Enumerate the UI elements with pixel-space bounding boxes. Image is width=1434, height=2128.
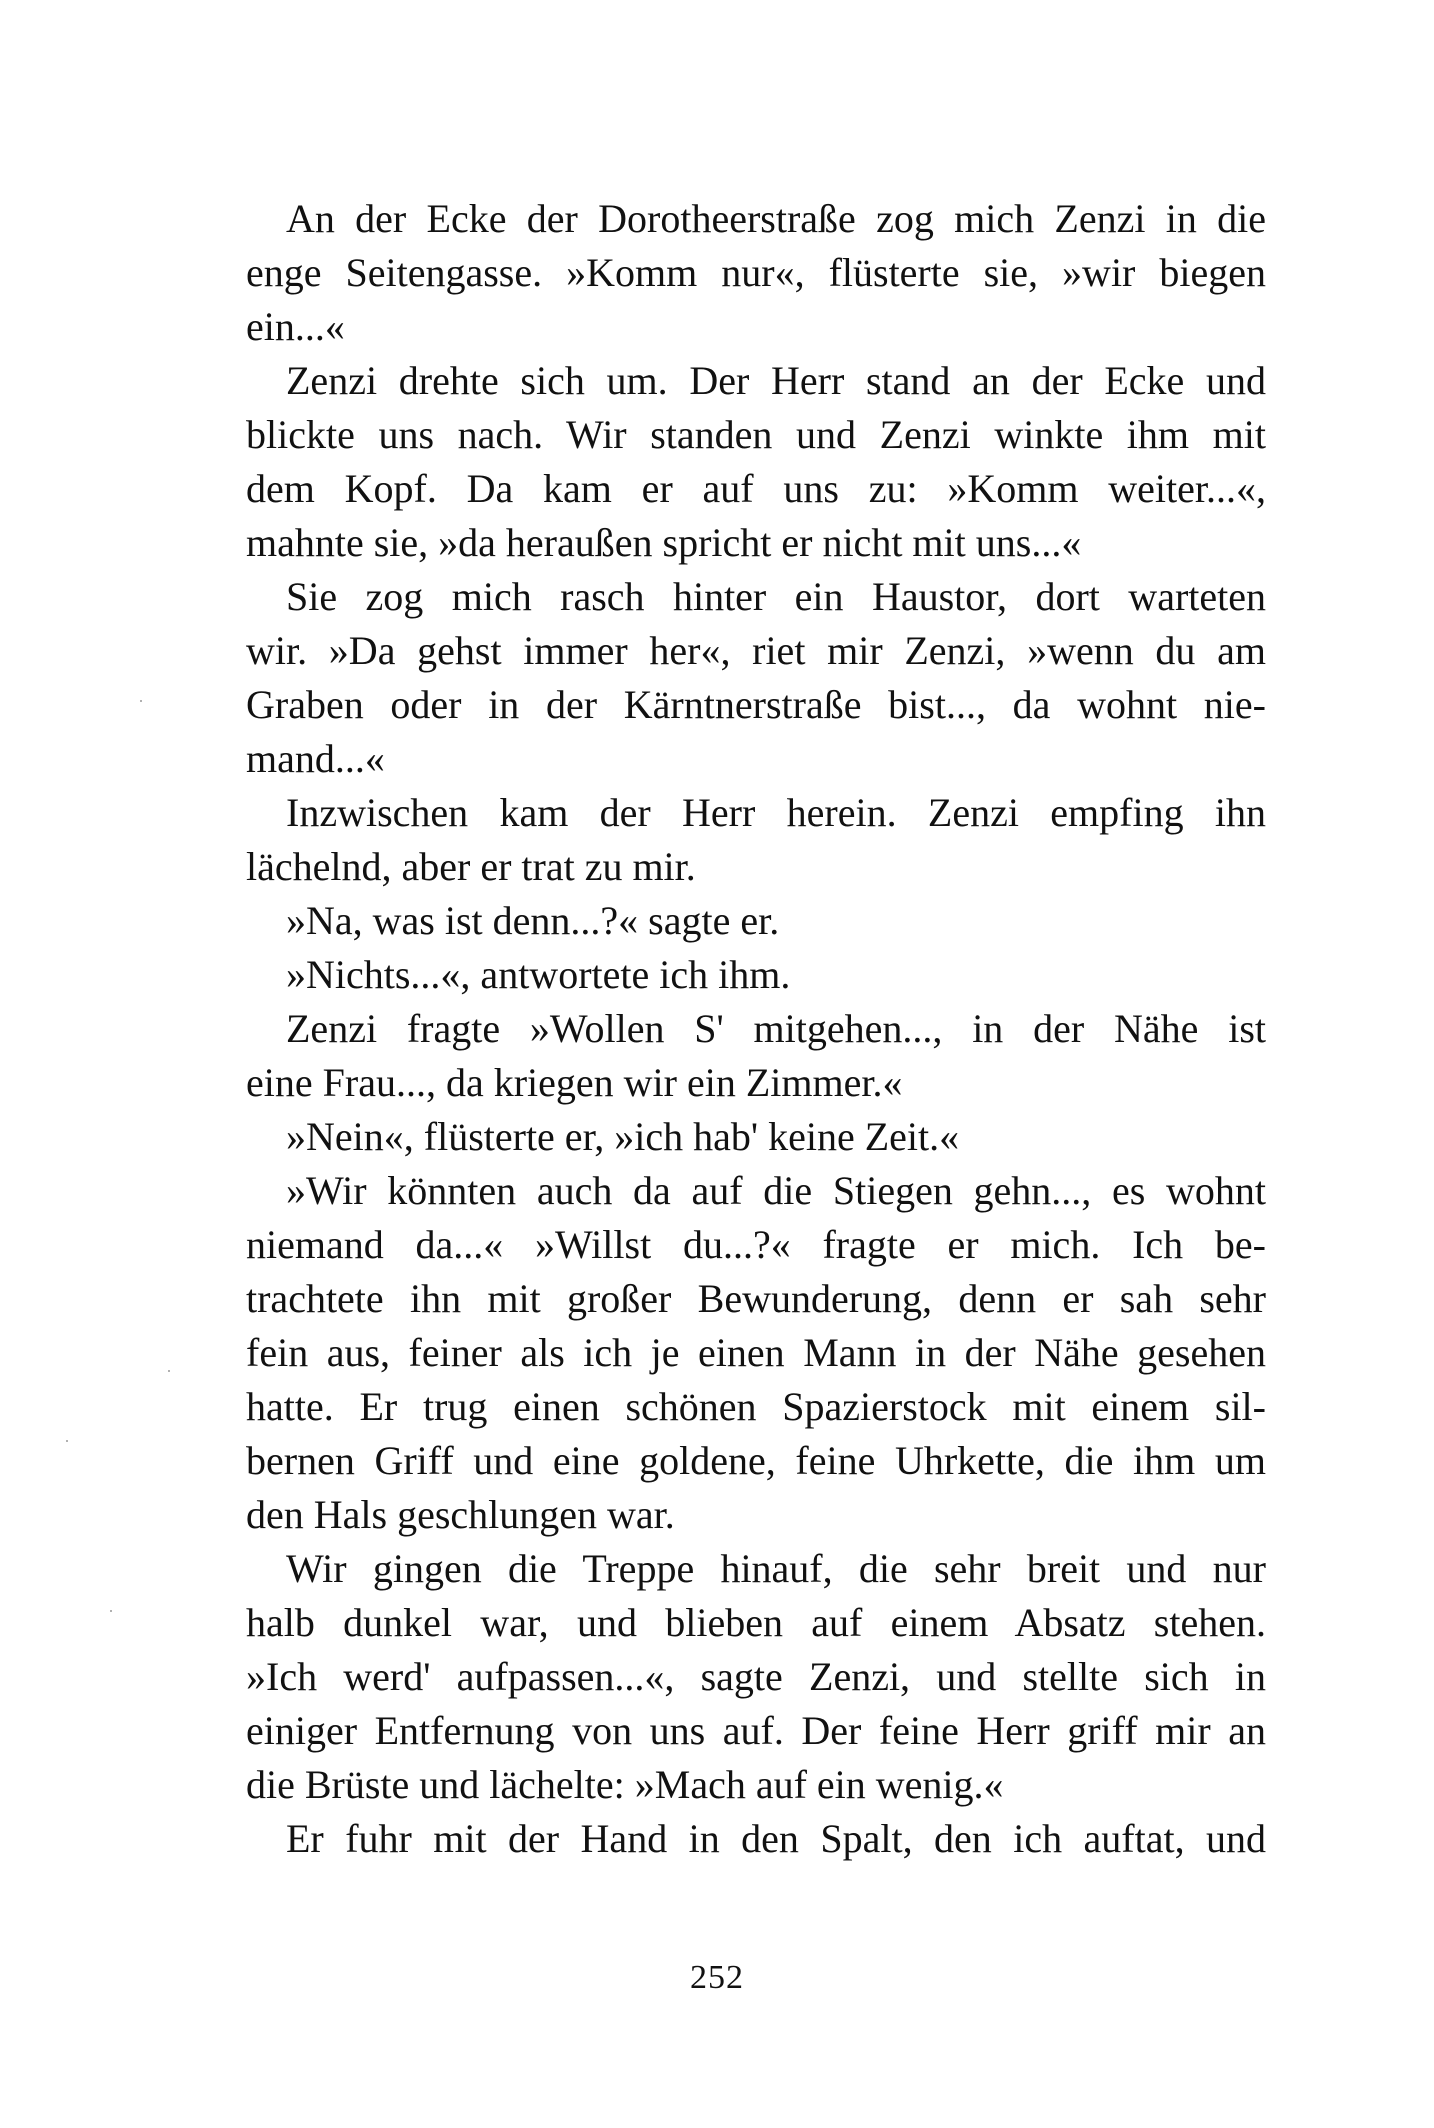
text-line: dem Kopf. Da kam er auf uns zu: »Komm weiter...«,	[246, 466, 1266, 511]
text-line: bernen Griff und eine goldene, feine Uhrkette, die ihm um	[246, 1438, 1266, 1483]
text-line: die Brüste und lächelte: »Mach auf ein wenig.«	[246, 1762, 1004, 1807]
text-line: den Hals geschlungen war.	[246, 1492, 675, 1537]
text-line: Er fuhr mit der Hand in den Spalt, den ich auftat, und	[286, 1816, 1266, 1861]
text-line: blickte uns nach. Wir standen und Zenzi winkte ihm mit	[246, 412, 1266, 457]
text-line: An der Ecke der Dorotheerstraße zog mich Zenzi in die	[286, 196, 1266, 241]
text-line: mahnte sie, »da heraußen spricht er nicht mit uns...«	[246, 520, 1082, 565]
text-line: Zenzi fragte »Wollen S' mitgehen..., in der Nähe ist	[286, 1006, 1266, 1051]
text-line: ein...«	[246, 304, 345, 349]
text-line: »Na, was ist denn...?« sagte er.	[286, 898, 780, 943]
scan-speck	[168, 1370, 170, 1372]
scan-speck	[110, 1610, 112, 1612]
text-line: hatte. Er trug einen schönen Spazierstock mit einem sil-	[246, 1384, 1266, 1429]
text-line: halb dunkel war, und blieben auf einem Absatz stehen.	[246, 1600, 1266, 1645]
page-number: 252	[690, 1959, 744, 1996]
text-line: »Nein«, flüsterte er, »ich hab' keine Zeit.«	[286, 1114, 960, 1159]
text-line: Wir gingen die Treppe hinauf, die sehr breit und nur	[286, 1546, 1266, 1591]
scan-speck	[66, 1440, 68, 1442]
text-line: trachtete ihn mit großer Bewunderung, denn er sah sehr	[246, 1276, 1266, 1321]
text-line: fein aus, feiner als ich je einen Mann in der Nähe gesehen	[246, 1330, 1266, 1375]
text-line: Zenzi drehte sich um. Der Herr stand an der Ecke und	[286, 358, 1266, 403]
text-line: »Wir könnten auch da auf die Stiegen gehn..., es wohnt	[286, 1168, 1266, 1213]
text-line: »Ich werd' aufpassen...«, sagte Zenzi, und stellte sich in	[246, 1654, 1266, 1699]
text-line: Sie zog mich rasch hinter ein Haustor, dort warteten	[286, 574, 1266, 619]
text-line: mand...«	[246, 736, 385, 781]
text-line: niemand da...« »Willst du...?« fragte er mich. Ich be-	[246, 1222, 1266, 1267]
text-line: Graben oder in der Kärntnerstraße bist..., da wohnt nie-	[246, 682, 1266, 727]
text-line: »Nichts...«, antwortete ich ihm.	[286, 952, 791, 997]
text-line: lächelnd, aber er trat zu mir.	[246, 844, 696, 889]
body-text	[246, 192, 1266, 1866]
text-line: enge Seitengasse. »Komm nur«, flüsterte sie, »wir biegen	[246, 250, 1266, 295]
text-line: einiger Entfernung von uns auf. Der feine Herr griff mir an	[246, 1708, 1266, 1753]
scan-speck	[140, 700, 142, 702]
text-line: Inzwischen kam der Herr herein. Zenzi empfing ihn	[286, 790, 1266, 835]
text-line: wir. »Da gehst immer her«, riet mir Zenzi, »wenn du am	[246, 628, 1266, 673]
text-line: eine Frau..., da kriegen wir ein Zimmer.«	[246, 1060, 903, 1105]
